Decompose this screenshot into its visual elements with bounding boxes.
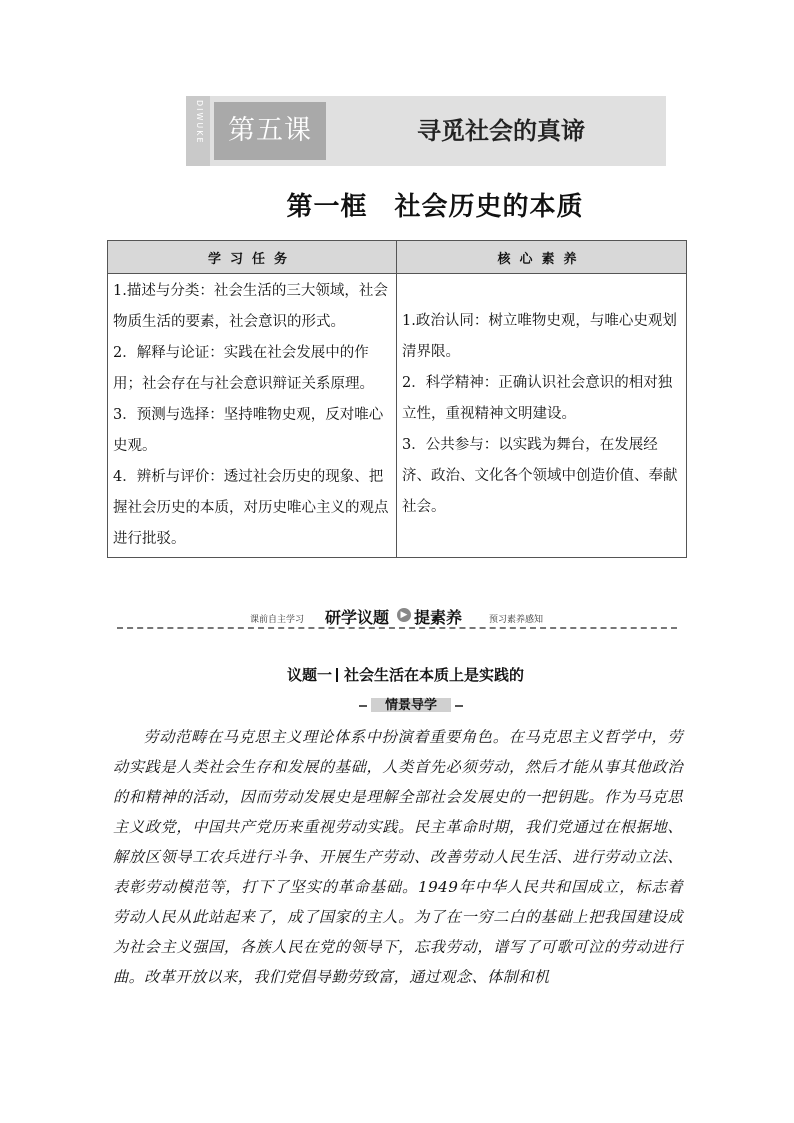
divider-main-right: 提素养 [414,608,463,627]
section-divider [117,604,677,632]
core-literacy-item: 1.政治认同：树立唯物史观，与唯心史观划清界限。 [402,313,677,360]
core-literacy-item: 3．公共参与：以实践为舞台，在发展经济、政治、文化各个领域中创造价值、奉献社会。 [402,437,678,515]
core-literacy-cell [397,274,687,558]
topic-separator [336,668,338,682]
subhead-left-line [359,705,367,707]
topic-heading [287,664,524,685]
subheading-badge [357,696,465,716]
core-literacy-item: 2．科学精神：正确认识社会意识的相对独立性，重视精神文明建设。 [402,375,673,422]
lesson-number: 第五课 [214,102,326,160]
learning-task-item: 2．解释与论证：实践在社会发展中的作用；社会存在与社会意识辩证关系原理。 [113,345,374,392]
section-title: 第一框 社会历史的本质 [286,192,584,222]
divider-main-left: 研学议题 [325,608,390,627]
reading-passage [113,722,683,992]
subhead-right-line [455,705,463,707]
topic-text: 社会生活在本质上是实践的 [344,666,525,684]
lesson-banner [186,96,666,166]
arrow-right-icon: ▶ [397,608,411,622]
learning-task-item: 1.描述与分类：社会生活的三大领域，社会物质生活的要素，社会意识的形式。 [113,283,388,330]
divider-right-note: 预习素养感知 [489,615,544,625]
banner-strip-text: DIWUKE [195,100,204,145]
objectives-table [107,240,687,558]
learning-tasks-cell [108,274,397,558]
topic-label: 议题一 [287,666,333,684]
header-learning-tasks: 学习任务 [108,241,397,274]
header-core-literacy: 核心素养 [397,241,687,274]
divider-left-note: 课前自主学习 [250,615,305,625]
dashed-rule [117,627,677,629]
subhead-text: 情景导学 [384,698,437,713]
learning-task-item: 3．预测与选择：坚持唯物史观，反对唯心史观。 [113,407,384,454]
passage-paragraph: 劳动范畴在马克思主义理论体系中扮演着重要角色。在马克思主义哲学中，劳动实践是人类社会生存和发展的基础，人类首先必须劳动，然后才能从事其他政治的和精神的活动，因而劳动发展史是理解全部社会发展史的一把钥匙。作为马克思主义政党，中国共产党历来重视劳动实践。民主革命时期，我们党通过在根据地、解放区领导工农兵进行斗争、开展生产劳动、改善劳动人民生活、进行劳动立法、表彰劳动模范等，打下了坚实的革命基础。1949年中华人民共和国成立，标志着劳动人民从此站起来了，成了国家的主人。为了在一穷二白的基础上把我国建设成为社会主义强国，各族人民在党的领导下，忘我劳动，谱写了可歌可泣的劳动进行曲。改革开放以来，我们党倡导勤劳致富，通过观念、体制和机 [113,728,683,986]
learning-task-item: 4．辨析与评价：透过社会历史的现象、把握社会历史的本质，对历史唯心主义的观点进行批驳。 [113,469,389,547]
lesson-title: 寻觅社会的真谛 [417,116,585,145]
banner-side-strip [186,96,210,166]
